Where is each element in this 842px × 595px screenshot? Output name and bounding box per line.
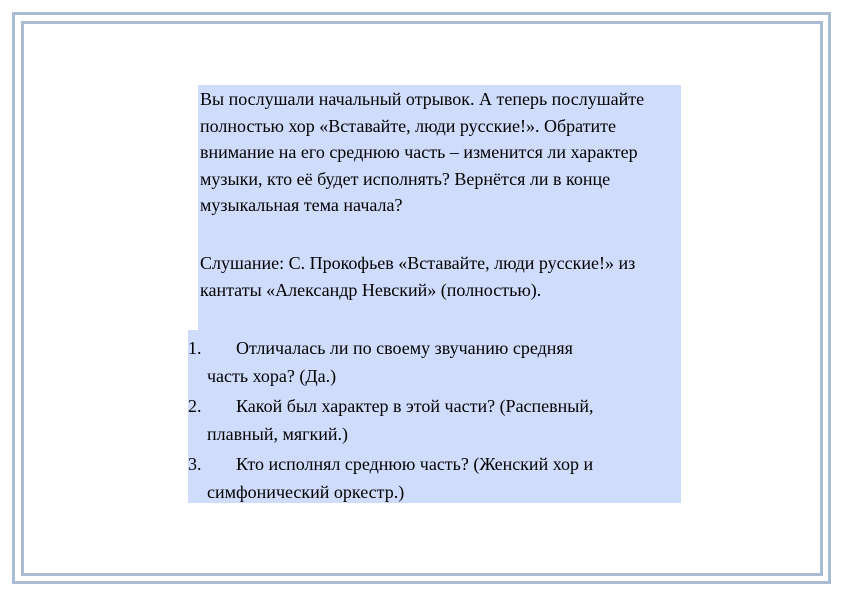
- question-text-line2: плавный, мягкий.): [207, 424, 349, 444]
- listening-paragraph: Слушание: С. Прокофьев «Вставайте, люди русские!» из кантаты «Александр Невский» (полностью).: [200, 253, 636, 300]
- question-text-line1: Кто исполнял среднюю часть? (Женский хор и: [236, 454, 594, 474]
- question-text-line1: Какой был характер в этой части? (Распевный,: [236, 396, 594, 416]
- question-item: [188, 392, 678, 448]
- question-number: 3.: [188, 454, 202, 474]
- question-number: 1.: [188, 338, 202, 358]
- question-item: [188, 334, 678, 390]
- question-item: [188, 450, 678, 506]
- question-number: 2.: [188, 396, 202, 416]
- question-text-line2: часть хора? (Да.): [207, 366, 337, 386]
- intro-paragraph: Вы послушали начальный отрывок. А теперь послушайте полностью хор «Вставайте, люди русские!». Обратите внимание на его среднюю часть – изменится ли характер музыки, кто её будет исполнять? Вернётся ли в конце музыкальная тема начала?: [200, 89, 645, 215]
- question-text-line1: Отличалась ли по своему звучанию средняя: [236, 338, 573, 358]
- question-text-line2: симфонический оркестр.): [207, 482, 405, 502]
